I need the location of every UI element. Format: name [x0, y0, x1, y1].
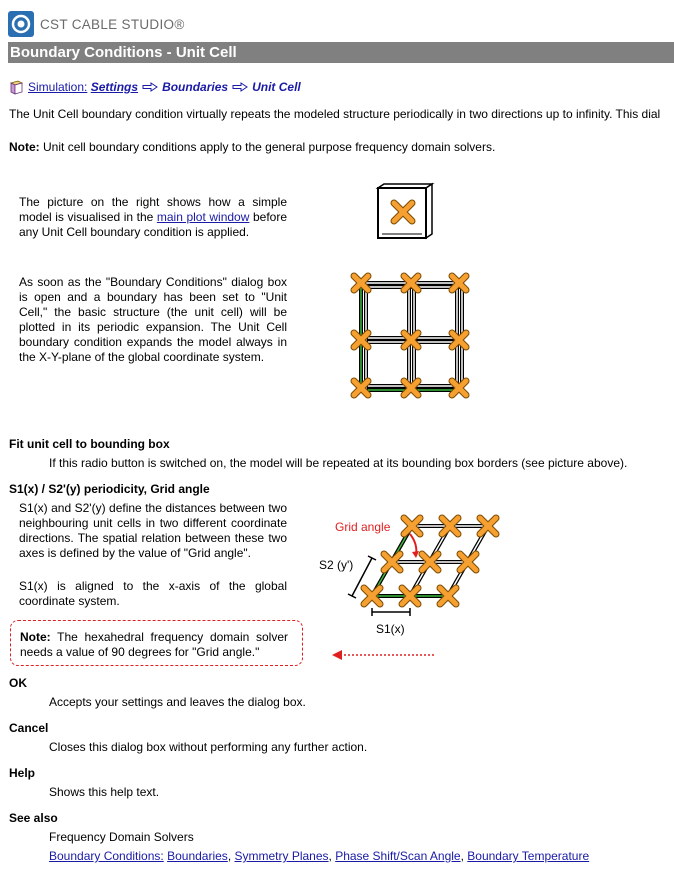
breadcrumb [9, 78, 301, 96]
link-symmetry-planes[interactable]: Symmetry Planes [234, 849, 329, 863]
grid-angle-label: Grid angle [335, 520, 391, 534]
link-boundaries[interactable]: Boundaries [167, 849, 228, 863]
cancel-text: Closes this dialog box without performing any further action. [49, 740, 368, 754]
note-hexahedral-text [20, 630, 288, 660]
ok-text: Accepts your settings and leaves the dialog box. [49, 695, 306, 709]
note-arrow-icon [330, 648, 436, 662]
breadcrumb-boundaries[interactable]: Boundaries [162, 80, 229, 94]
single-cell-image [374, 182, 436, 242]
see-also-links: Boundary Conditions: Boundaries, Symmetry Planes, Phase Shift/Scan Angle, Boundary Temperature [49, 849, 590, 863]
link-phase-shift-scan-angle[interactable]: Phase Shift/Scan Angle [335, 849, 461, 863]
cross-marker [354, 381, 368, 395]
note2-label: Note: [20, 630, 51, 644]
fit-unit-cell-heading: Fit unit cell to bounding box [9, 437, 170, 451]
breadcrumb-settings-link[interactable]: Settings [90, 80, 139, 94]
cross-marker [404, 381, 418, 395]
help-heading: Help [9, 766, 36, 780]
periodicity-text-1: S1(x) and S2'(y) define the distances between two neighbouring unit cells in two different coordinate directions. The spatial relation between these two axes is defined by the value of "Grid angle". [19, 501, 287, 560]
link-boundary-temperature[interactable]: Boundary Temperature [467, 849, 590, 863]
cst-logo-icon [8, 11, 34, 37]
brand-name: CST CABLE STUDIO® [40, 16, 185, 32]
cross-marker [404, 276, 418, 290]
see-also-heading: See also [9, 811, 58, 825]
s2-label: S2 (y') [319, 558, 354, 572]
note-hexahedral-box [10, 620, 303, 666]
periodicity-text-2: S1(x) is aligned to the x-axis of the global coordinate system. [19, 579, 287, 608]
section1-text-after: before any Unit Cell boundary condition is applied. [19, 210, 287, 239]
link-boundary-conditions[interactable]: Boundary Conditions: [49, 849, 164, 863]
help-text: Shows this help text. [49, 785, 160, 799]
s1-label: S1(x) [376, 622, 405, 636]
breadcrumb-unit-cell[interactable]: Unit Cell [252, 80, 301, 94]
breadcrumb-simulation-link[interactable]: Simulation: [28, 80, 88, 94]
book-icon [9, 80, 24, 95]
grid-angle-arrowhead [412, 551, 419, 558]
note-label: Note: [9, 140, 40, 154]
brand-header [8, 11, 185, 37]
cancel-heading: Cancel [9, 721, 49, 735]
main-plot-window-link[interactable]: main plot window [156, 210, 250, 224]
cross-marker [354, 276, 368, 290]
arrow-right-icon [232, 82, 248, 92]
arrow-right-icon [142, 82, 158, 92]
page-title: Boundary Conditions - Unit Cell [10, 44, 237, 61]
section-periodic-expansion-text: As soon as the "Boundary Conditions" dialog box is open and a boundary has been set to "Unit Cell," the basic structure (the unit cell) will be plotted in its periodic expansion. The Unit Cell boundary condition expands the model always in the X-Y-plane of the global coordinate system. [19, 275, 287, 364]
cross-marker [354, 333, 368, 347]
ok-heading: OK [9, 676, 27, 690]
cross-marker [452, 333, 466, 347]
section-simple-model-text [19, 195, 287, 240]
periodic-grid-image [346, 268, 474, 404]
page-title-bar [8, 42, 674, 63]
note2-text: The hexahedral frequency domain solver needs a value of 90 degrees for "Grid angle." [20, 630, 288, 659]
see-also-frequency-domain-solvers: Frequency Domain Solvers [49, 830, 194, 844]
fit-unit-cell-text: If this radio button is switched on, the model will be repeated at its bounding box borders (see picture above). [49, 456, 628, 470]
intro-text: The Unit Cell boundary condition virtually repeats the modeled structure periodically in two directions up to infinity. This dial [9, 107, 661, 121]
section1-text-before: The picture on the right shows how a simple model is visualised in the [19, 195, 287, 224]
cross-marker [404, 333, 418, 347]
cross-marker [452, 276, 466, 290]
cross-marker [452, 381, 466, 395]
note-frequency-solvers [9, 140, 495, 154]
note-text: Unit cell boundary conditions apply to the general purpose frequency domain solvers. [43, 140, 496, 154]
periodicity-heading: S1(x) / S2'(y) periodicity, Grid angle [9, 482, 210, 496]
